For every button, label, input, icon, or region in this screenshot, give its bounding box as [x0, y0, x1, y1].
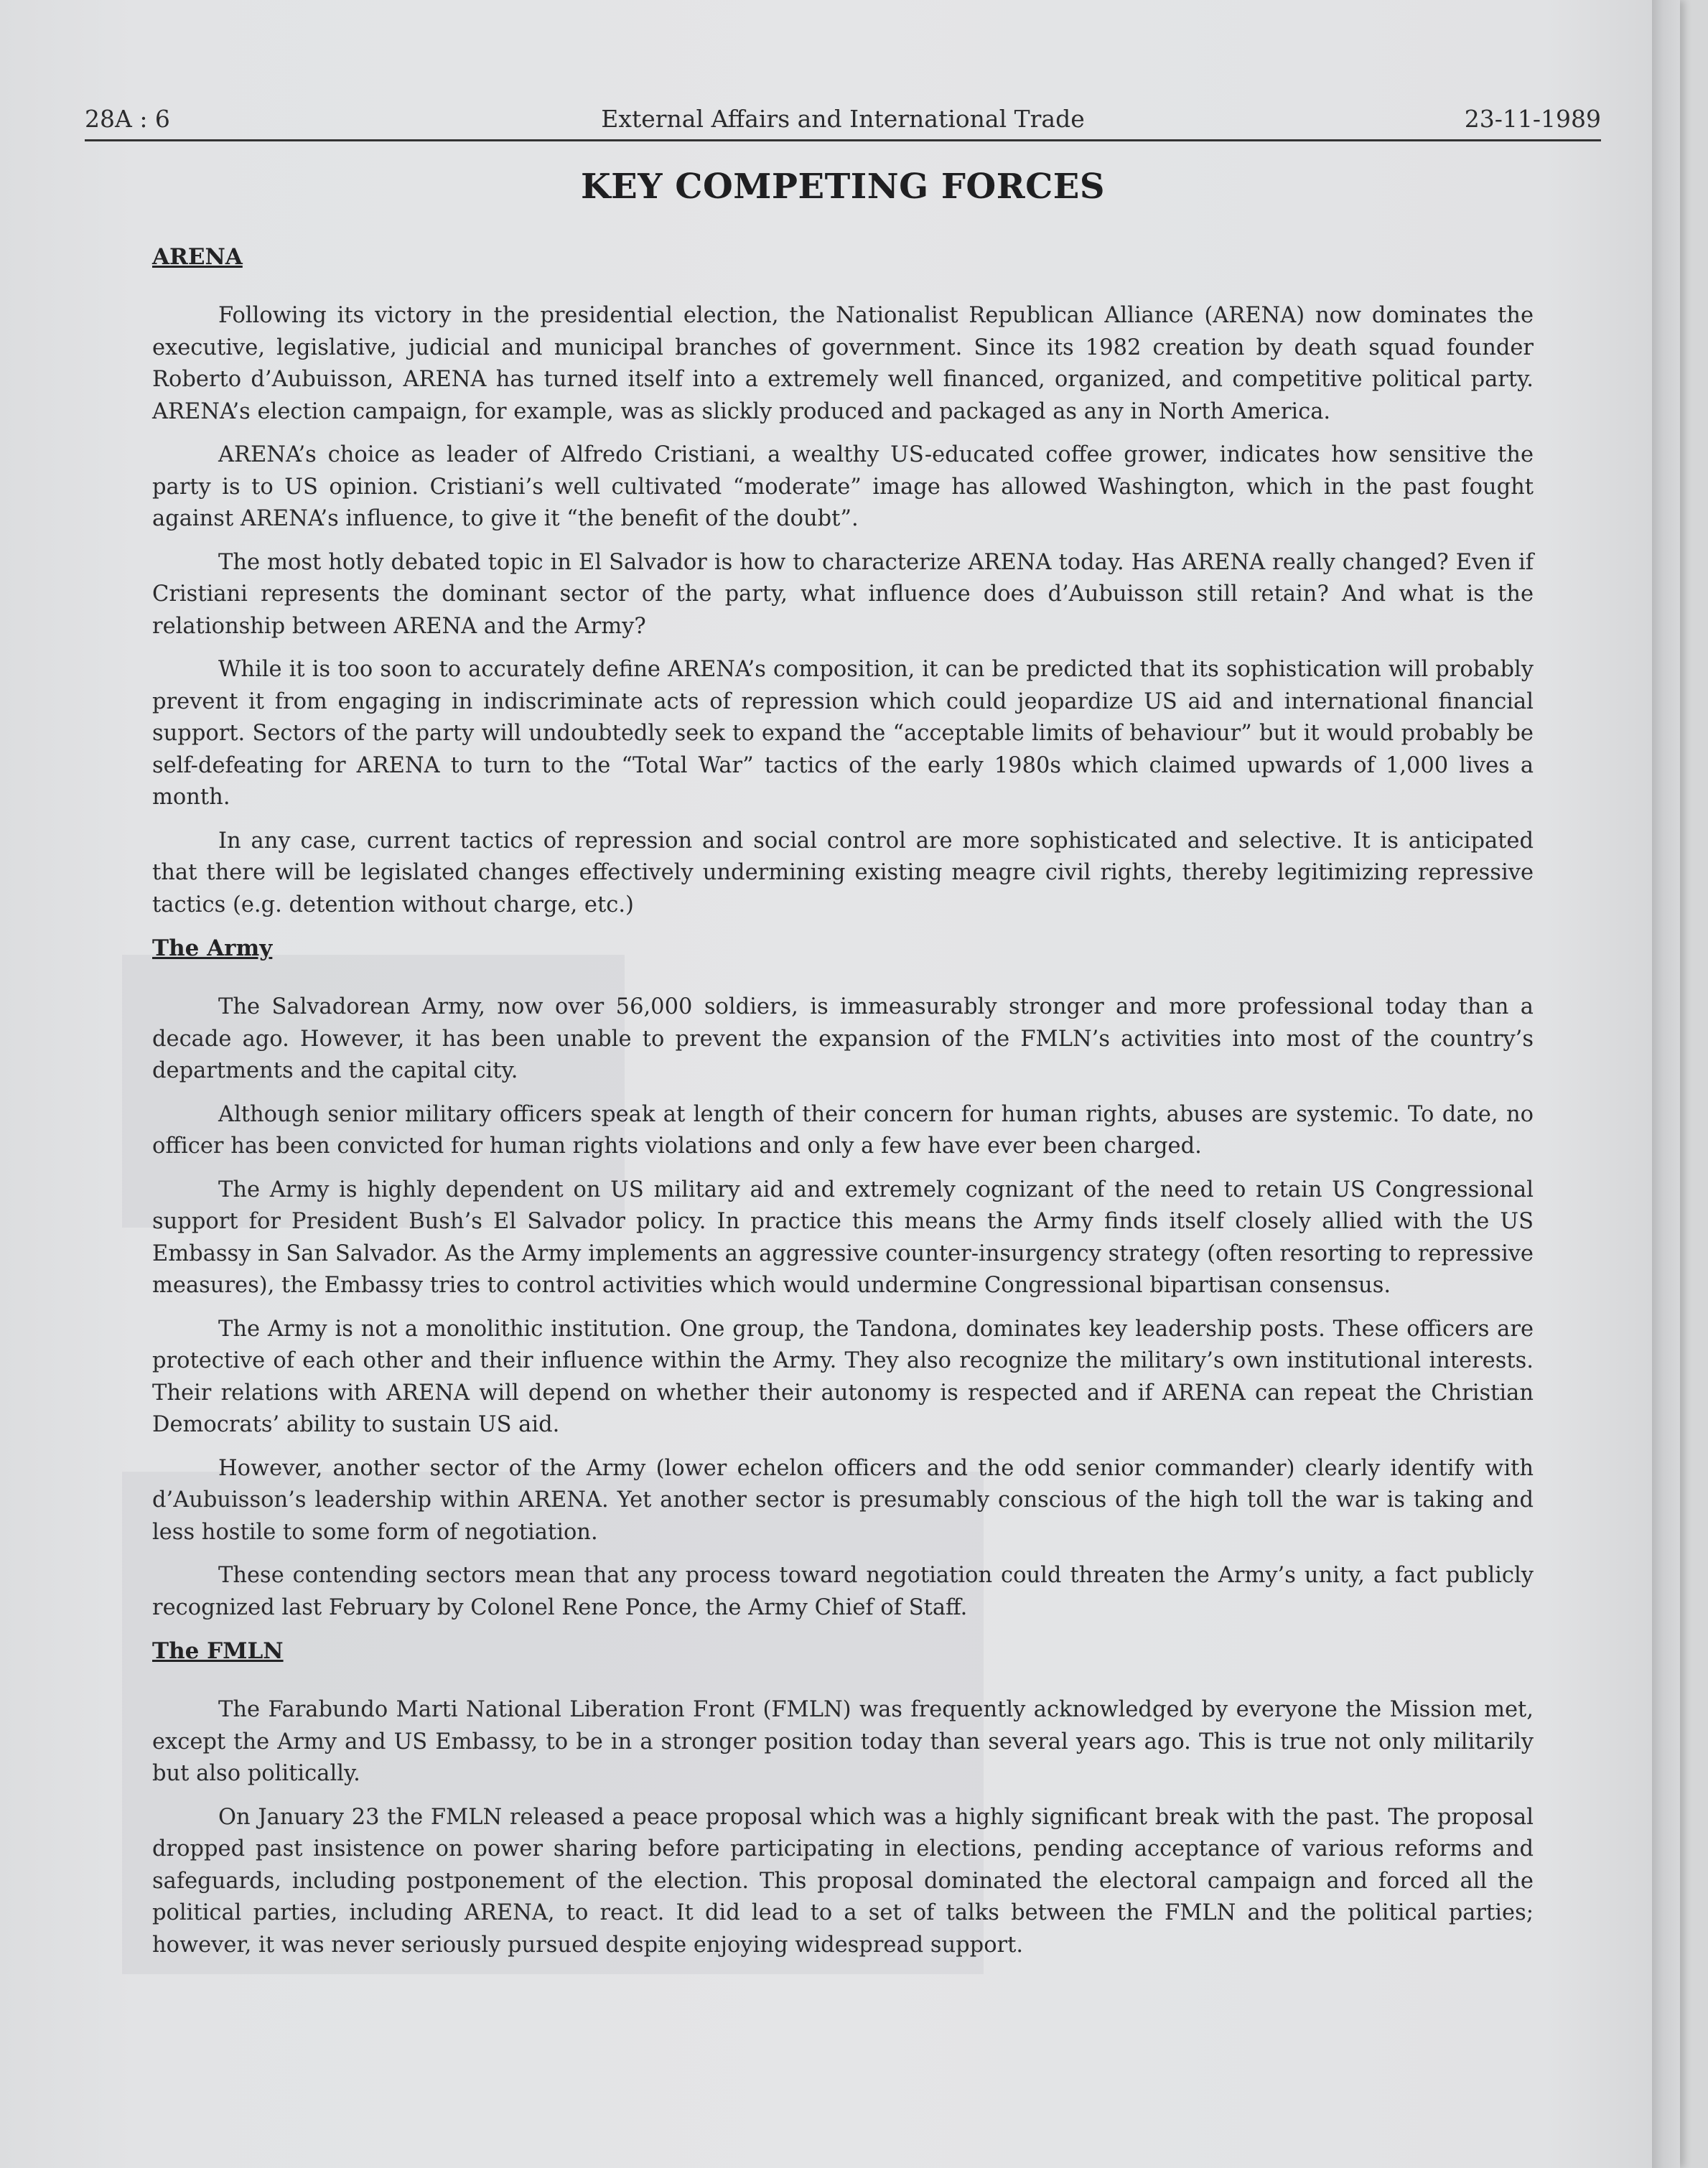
article-body [152, 241, 1534, 1973]
section-arena [152, 241, 1534, 921]
paragraph: However, another sector of the Army (lower echelon officers and the odd senior commander) clearly identify with d’Aubuisson’s leadership within ARENA. Yet another sector is presumably conscious of the high toll the war is taking and less hostile to some form of negotiation. [152, 1455, 1534, 1545]
paragraph: The Army is not a monolithic institution. One group, the Tandona, dominates key leadership posts. These officers are protective of each other and their influence within the Army. They also recognize the military’s own institutional interests. Their relations with ARENA will depend on whether their autonomy is respected and if ARENA can repeat the Christian Democrats’ ability to sustain US aid. [152, 1316, 1534, 1437]
issue-date: 23-11-1989 [1464, 105, 1601, 133]
paragraph: On January 23 the FMLN released a peace proposal which was a highly significant break with the past. The proposal dropped past insistence on power sharing before participating in elections, pending acceptance of various reforms and safeguards, including postponement of the election. This proposal dominated the electoral campaign and forced all the political parties, including ARENA, to react. It did lead to a set of talks between the FMLN and the political parties; however, it was never seriously pursued despite enjoying widespread support. [152, 1804, 1534, 1958]
section-heading-arena: ARENA [152, 244, 243, 270]
page-number: 28A : 6 [85, 105, 170, 133]
paragraph: The Army is highly dependent on US military aid and extremely cognizant of the need to retain US Congressional support for President Bush’s El Salvador policy. In practice this means the Army finds itself closely allied with the US Embassy in San Salvador. As the Army implements an aggressive counter-insurgency strategy (often resorting to repressive measures), the Embassy tries to control activities which would undermine Congressional bipartisan consensus. [152, 1177, 1534, 1298]
paragraph: Although senior military officers speak at length of their concern for human rights, abuses are systemic. To date, no officer has been convicted for human rights violations and only a few have ever been charged. [152, 1101, 1534, 1159]
publication-title: External Affairs and International Trade [601, 105, 1085, 133]
paragraph: While it is too soon to accurately define ARENA’s composition, it can be predicted that its sophistication will probably prevent it from engaging in indiscriminate acts of repression which could jeopardize US aid and international financial support. Sectors of the party will undoubtedly seek to expand the “acceptable limits of behaviour” but it would probably be self-defeating for ARENA to turn to the “Total War” tactics of the early 1980s which claimed upwards of 1,000 lives a month. [152, 657, 1534, 810]
running-head [85, 99, 1601, 141]
paragraph: Following its victory in the presidential election, the Nationalist Republican Alliance (ARENA) now dominates the executive, legislative, judicial and municipal branches of government. Since its 1982 creation by death squad founder Roberto d’Aubuisson, ARENA has turned itself into a extremely well financed, organized, and competitive political party. ARENA’s election campaign, for example, was as slickly produced and packaged as any in North America. [152, 303, 1534, 424]
paragraph: The Salvadorean Army, now over 56,000 soldiers, is immeasurably stronger and more professional today than a decade ago. However, it has been unable to prevent the expansion of the FMLN’s activities into most of the country’s departments and the capital city. [152, 994, 1534, 1083]
paragraph: The Farabundo Marti National Liberation Front (FMLN) was frequently acknowledged by everyone the Mission met, except the Army and US Embassy, to be in a stronger position today than several years ago. This is true not only militarily but also politically. [152, 1697, 1534, 1786]
page-edge-shadow [1652, 0, 1680, 2168]
page-title: KEY COMPETING FORCES [580, 167, 1106, 207]
section-heading-fmln: The FMLN [152, 1638, 284, 1664]
section-heading-army: The Army [152, 935, 273, 961]
paragraph: ARENA’s choice as leader of Alfredo Cristiani, a wealthy US-educated coffee grower, indicates how sensitive the party is to US opinion. Cristiani’s well cultivated “moderate” image has allowed Washington, which in the past fought against ARENA’s influence, to give it “the benefit of the doubt”. [152, 442, 1534, 531]
section-fmln [152, 1635, 1534, 1961]
section-army [152, 933, 1534, 1624]
paragraph: These contending sectors mean that any process toward negotiation could threaten the Army’s unity, a fact publicly recognized last February by Colonel Rene Ponce, the Army Chief of Staff. [152, 1563, 1534, 1620]
paragraph: The most hotly debated topic in El Salvador is how to characterize ARENA today. Has ARENA really changed? Even if Cristiani represents the dominant sector of the party, what influence does d’Aubuisson still retain? And what is the relationship between ARENA and the Army? [152, 549, 1534, 639]
paragraph: In any case, current tactics of repression and social control are more sophisticated and selective. It is anticipated that there will be legislated changes effectively undermining existing meagre civil rights, thereby legitimizing repressive tactics (e.g. detention without charge, etc.) [152, 828, 1534, 917]
